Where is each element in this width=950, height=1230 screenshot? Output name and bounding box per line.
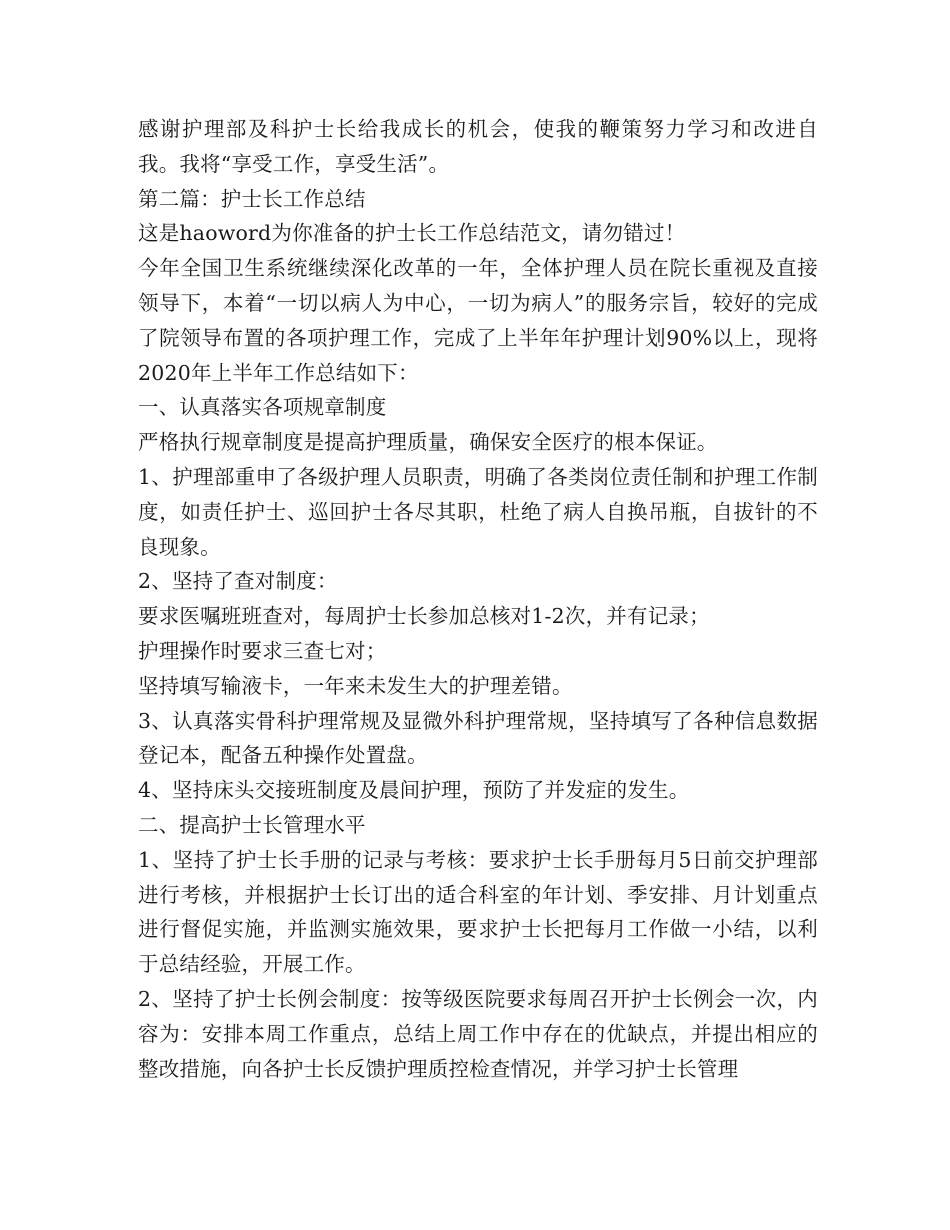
section-title: 第二篇：护士长工作总结 bbox=[138, 186, 366, 211]
heading-rules: 一、认真落实各项规章制度 bbox=[138, 395, 387, 420]
paragraph-gratitude: 感谢护理部及科护士长给我成长的机会，使我的鞭策努力学习和改进自我。我将“享受工作，享受生活”。 bbox=[138, 117, 818, 176]
list-item-handover: 4、坚持床头交接班制度及晨间护理，预防了并发症的发生。 bbox=[138, 778, 690, 803]
document-body bbox=[138, 112, 818, 1086]
paragraph-three-checks: 护理操作时要求三查七对； bbox=[138, 638, 387, 663]
paragraph-rules-lead: 严格执行规章制度是提高护理质量，确保安全医疗的根本保证。 bbox=[138, 430, 718, 455]
list-item-handbook: 1、坚持了护士长手册的记录与考核：要求护士长手册每月5日前交护理部进行考核，并根据护士长订出的适合科室的年计划、季安排、月计划重点进行督促实施，并监测实施效果，要求护士长把每月工作做一小结，以利于总结经验，开展工作。 bbox=[138, 847, 818, 977]
list-item-meeting: 2、坚持了护士长例会制度：按等级医院要求每周召开护士长例会一次，内容为：安排本周工作重点，总结上周工作中存在的优缺点，并提出相应的整改措施，向各护士长反馈护理质控检查情况，并学习护士长管理 bbox=[138, 986, 818, 1081]
heading-management: 二、提高护士长管理水平 bbox=[138, 812, 366, 837]
list-item-duties: 1、护理部重申了各级护理人员职责，明确了各类岗位责任制和护理工作制度，如责任护士、巡回护士各尽其职，杜绝了病人自换吊瓶，自拔针的不良现象。 bbox=[138, 464, 818, 559]
list-item-check-system: 2、坚持了查对制度： bbox=[138, 569, 338, 594]
paragraph-order-check: 要求医嘱班班查对，每周护士长参加总核对1-2次，并有记录； bbox=[138, 604, 710, 629]
list-item-orthopedic: 3、认真落实骨科护理常规及显微外科护理常规，坚持填写了各种信息数据登记本，配备五种操作处置盘。 bbox=[138, 708, 818, 768]
paragraph-infusion-card: 坚持填写输液卡，一年来未发生大的护理差错。 bbox=[138, 673, 573, 698]
paragraph-intro: 这是haoword为你准备的护士长工作总结范文，请勿错过！ bbox=[138, 221, 686, 246]
paragraph-overview: 今年全国卫生系统继续深化改革的一年，全体护理人员在院长重视及直接领导下，本着“一切以病人为中心，一切为病人”的服务宗旨，较好的完成了院领导布置的各项护理工作，完成了上半年年护理计划90%以上，现将2020年上半年工作总结如下： bbox=[138, 256, 818, 385]
